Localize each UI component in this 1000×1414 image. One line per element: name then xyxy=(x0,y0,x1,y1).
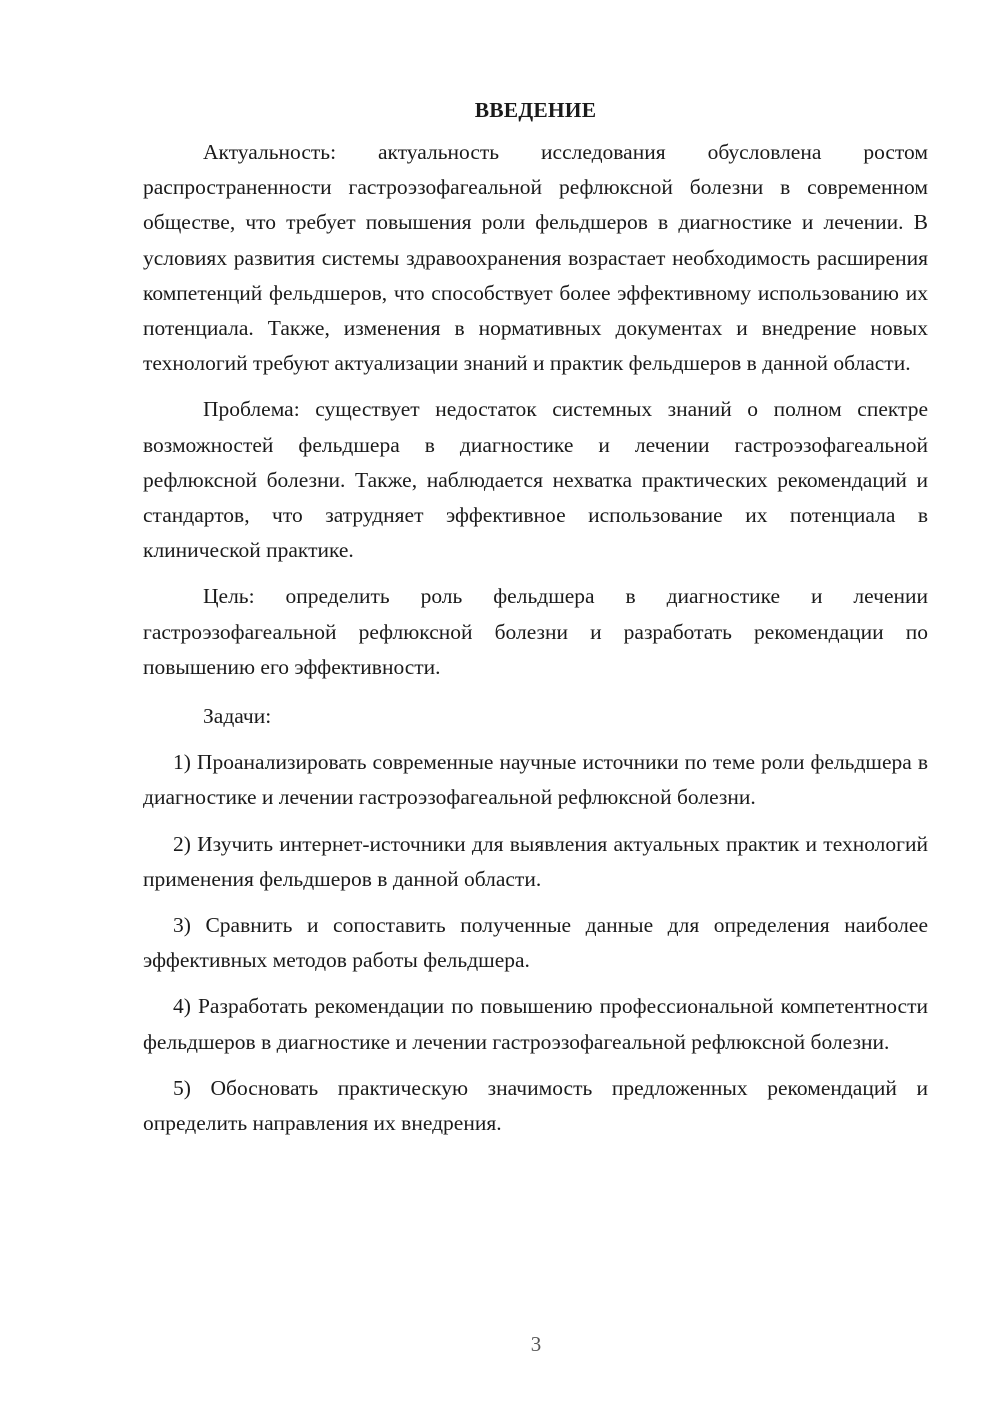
paragraph-relevance: Актуальность: актуальность исследования обусловлена ростом распространенности гастроэзофагеальной рефлюксной болезни в современном обществе, что требует повышения роли фельдшеров в диагностике и лечении. В условиях развития системы здравоохранения возрастает необходимость расширения компетенций фельдшеров, что способствует более эффективному использованию их потенциала. Также, изменения в нормативных документах и внедрение новых технологий требуют актуализации знаний и практик фельдшеров в данной области. xyxy=(143,140,928,376)
task-item-2: 2) Изучить интернет-источники для выявления актуальных практик и технологий применения фельдшеров в данной области. xyxy=(143,831,928,891)
tasks-label: Задачи: xyxy=(203,704,272,729)
page-number: 3 xyxy=(530,1332,542,1356)
section-heading: ВВЕДЕНИЕ xyxy=(474,98,597,122)
page-content xyxy=(143,93,928,1152)
paragraph-problem: Проблема: существует недостаток системных знаний о полном спектре возможностей фельдшера в диагностике и лечении гастроэзофагеальной рефлюксной болезни. Также, наблюдается нехватка практических рекомендаций и стандартов, что затрудняет эффективное использование их потенциала в клинической практике. xyxy=(143,397,928,563)
task-item-3: 3) Сравнить и сопоставить полученные данные для определения наиболее эффективных методов работы фельдшера. xyxy=(143,913,928,973)
tasks-list xyxy=(143,745,928,1141)
task-item-5: 5) Обосновать практическую значимость предложенных рекомендаций и определить направления их внедрения. xyxy=(143,1075,928,1136)
task-item-4: 4) Разработать рекомендации по повышению профессиональной компетентности фельдшеров в диагностике и лечении гастроэзофагеальной рефлюксной болезни. xyxy=(143,994,928,1054)
task-item-1: 1) Проанализировать современные научные источники по теме роли фельдшера в диагностике и лечении гастроэзофагеальной рефлюксной болезни. xyxy=(143,750,928,810)
paragraph-goal: Цель: определить роль фельдшера в диагностике и лечении гастроэзофагеальной рефлюксной болезни и разработать рекомендации по повышению его эффективности. xyxy=(143,584,928,679)
